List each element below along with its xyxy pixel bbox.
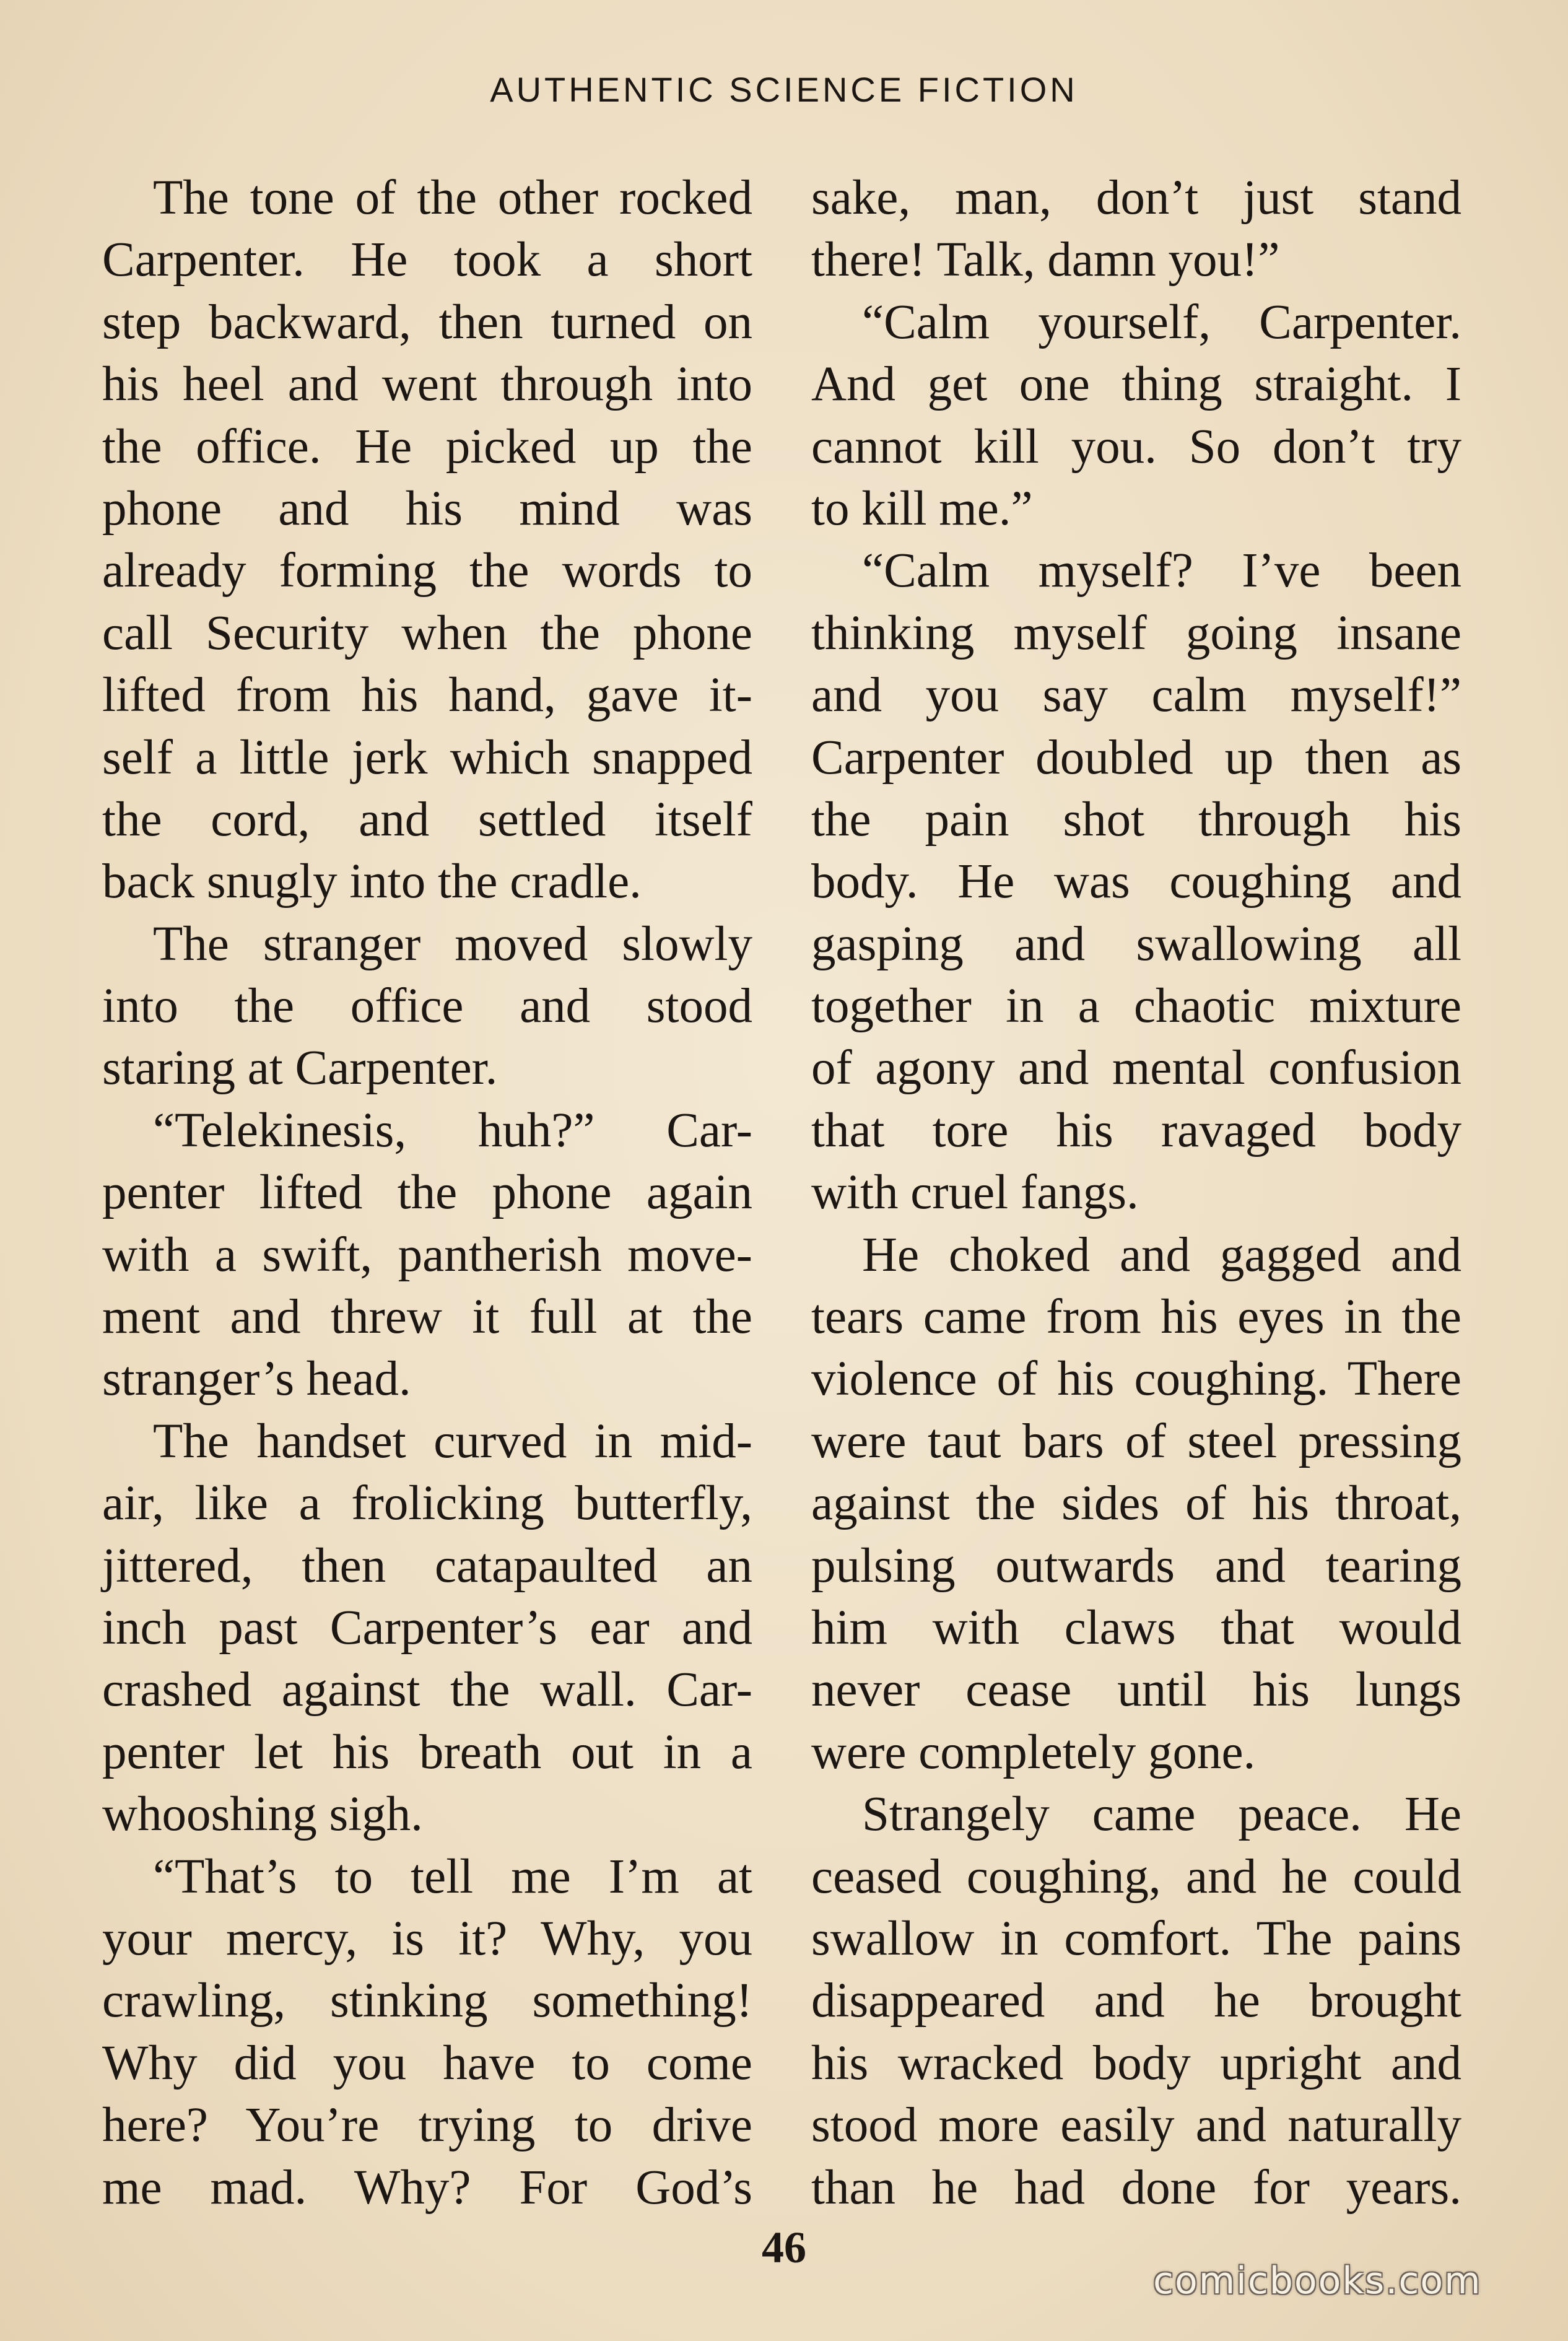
- text-line: never cease until his lungs: [811, 1663, 1461, 1717]
- text-line: against the sides of his throat,: [811, 1476, 1461, 1531]
- text-line: crashed against the wall. Car-: [102, 1663, 752, 1717]
- text-line: Carpenter. He took a short: [102, 233, 752, 287]
- text-line: the cord, and settled itself: [102, 792, 752, 847]
- text-line: lifted from his hand, gave it-: [102, 668, 752, 723]
- text-line: crawling, stinking something!: [102, 1974, 752, 2028]
- text-line: “That’s to tell me I’m at: [153, 1849, 752, 1904]
- text-line: “Calm myself? I’ve been: [862, 544, 1461, 598]
- text-line: into the office and stood: [102, 979, 752, 1034]
- text-line: violence of his coughing. There: [811, 1352, 1461, 1406]
- text-line: penter lifted the phone again: [102, 1166, 752, 1220]
- watermark: comicbooks.com: [1153, 2259, 1482, 2303]
- text-line: the office. He picked up the: [102, 419, 752, 474]
- text-line: back snugly into the cradle.: [102, 855, 642, 909]
- text-line: me mad. Why? For God’s: [102, 2160, 752, 2215]
- text-line: with a swift, pantherish move-: [102, 1227, 752, 1282]
- text-line: that tore his ravaged body: [811, 1103, 1461, 1157]
- text-line: him with claws that would: [811, 1600, 1461, 1655]
- text-line: air, like a frolicking butterfly,: [102, 1476, 752, 1531]
- text-line: with cruel fangs.: [811, 1166, 1139, 1220]
- text-line: inch past Carpenter’s ear and: [102, 1600, 752, 1655]
- running-title: AUTHENTIC SCIENCE FICTION: [490, 70, 1078, 109]
- text-line: The handset curved in mid-: [153, 1414, 752, 1468]
- text-line: to kill me.”: [811, 481, 1033, 536]
- text-line: thinking myself going insane: [811, 606, 1461, 660]
- page-number: 46: [762, 2223, 806, 2272]
- text-line: The tone of the other rocked: [153, 171, 752, 225]
- text-line: “Calm yourself, Carpenter.: [862, 295, 1461, 349]
- text-line: were completely gone.: [811, 1725, 1256, 1779]
- text-line: penter let his breath out in a: [102, 1725, 752, 1779]
- text-line: phone and his mind was: [102, 481, 752, 536]
- text-line: He choked and gagged and: [862, 1227, 1461, 1282]
- text-line: than he had done for years.: [811, 2160, 1461, 2215]
- text-line: of agony and mental confusion: [811, 1041, 1461, 1096]
- text-column-right: [811, 167, 1461, 2219]
- text-line: ment and threw it full at the: [102, 1290, 752, 1345]
- text-line: tears came from his eyes in the: [811, 1290, 1461, 1345]
- text-line: Carpenter doubled up then as: [811, 730, 1461, 785]
- text-line: the pain shot through his: [811, 792, 1461, 847]
- text-line: your mercy, is it? Why, you: [102, 1911, 752, 1966]
- text-line: call Security when the phone: [102, 606, 752, 660]
- text-line: sake, man, don’t just stand: [811, 171, 1461, 225]
- text-line: swallow in comfort. The pains: [811, 1911, 1461, 1966]
- text-line: step backward, then turned on: [102, 295, 752, 349]
- text-line: already forming the words to: [102, 544, 752, 598]
- text-line: stranger’s head.: [102, 1352, 411, 1406]
- text-line: self a little jerk which snapped: [102, 730, 752, 785]
- text-line: pulsing outwards and tearing: [811, 1538, 1461, 1593]
- text-line: his wracked body upright and: [811, 2036, 1461, 2090]
- text-line: here? You’re trying to drive: [102, 2098, 752, 2153]
- text-line: The stranger moved slowly: [153, 917, 752, 971]
- text-line: cannot kill you. So don’t try: [811, 419, 1461, 474]
- text-column-left: [102, 167, 752, 2219]
- text-line: and you say calm myself!”: [811, 668, 1461, 723]
- text-line: And get one thing straight. I: [811, 357, 1461, 412]
- text-line: his heel and went through into: [102, 357, 752, 412]
- text-line: whooshing sigh.: [102, 1787, 423, 1842]
- text-line: gasping and swallowing all: [811, 917, 1461, 971]
- text-line: Why did you have to come: [102, 2036, 752, 2090]
- text-line: were taut bars of steel pressing: [811, 1414, 1461, 1468]
- text-line: jittered, then catapaulted an: [102, 1538, 752, 1593]
- text-line: ceased coughing, and he could: [811, 1849, 1461, 1904]
- text-line: together in a chaotic mixture: [811, 979, 1461, 1034]
- text-line: staring at Carpenter.: [102, 1041, 498, 1096]
- text-line: there! Talk, damn you!”: [811, 233, 1280, 287]
- text-line: Strangely came peace. He: [862, 1787, 1461, 1842]
- text-line: “Telekinesis, huh?” Car-: [153, 1103, 752, 1157]
- text-line: stood more easily and naturally: [811, 2098, 1461, 2153]
- text-line: disappeared and he brought: [811, 1974, 1461, 2028]
- text-line: body. He was coughing and: [811, 855, 1461, 909]
